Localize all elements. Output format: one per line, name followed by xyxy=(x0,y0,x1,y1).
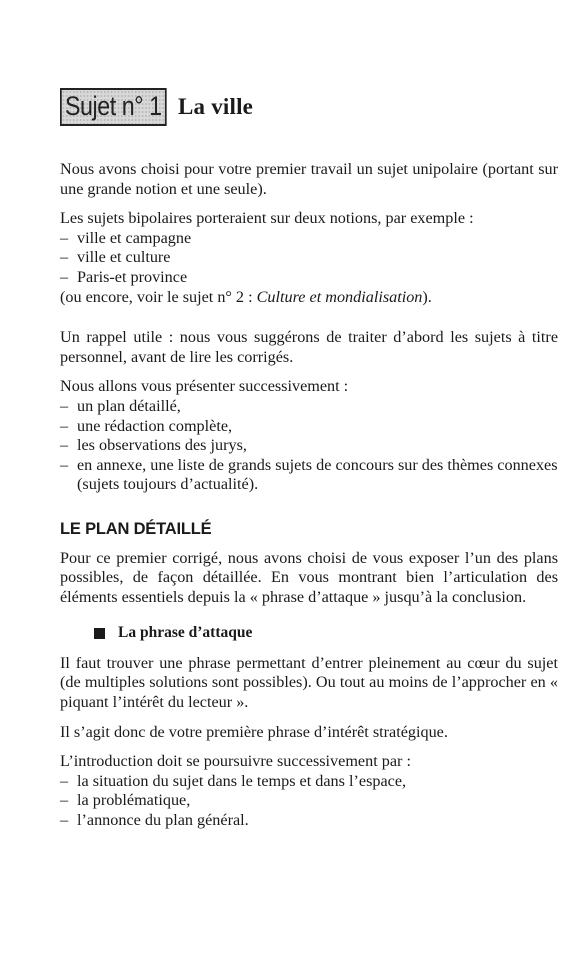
list-item: – la problématique, xyxy=(60,791,558,811)
bipolar-closing xyxy=(60,288,558,308)
introduction-lead: L’introduction doit se poursuivre successivement par : xyxy=(60,752,411,771)
section-heading: LE PLAN DÉTAILLÉ xyxy=(60,519,212,538)
attack-paragraph: Il faut trouver une phrase permettant d’entrer pleinement au cœur du sujet (de multiples solutions sont possibles). Ou tout au moins de l’approcher en « piquant l’intérêt du lecteur ». xyxy=(60,653,558,712)
subheading xyxy=(60,623,558,643)
bipolar-closing-prefix: (ou encore, voir le sujet n° 2 : xyxy=(60,287,257,306)
list-item: – ville et campagne xyxy=(60,229,558,249)
list-item: – l’annonce du plan général. xyxy=(60,811,558,831)
list-item: – en annexe, une liste de grands sujets de concours sur des thèmes connexes (sujets toujours d’actualité). xyxy=(60,456,558,495)
presentation-lead: Nous allons vous présenter successivement : xyxy=(60,377,349,396)
subheading-label: La phrase d’attaque xyxy=(118,624,253,642)
strategic-paragraph: Il s’agit donc de votre première phrase d’intérêt stratégique. xyxy=(60,722,448,741)
list-item: – Paris-et province xyxy=(60,268,558,288)
chapter-title: La ville xyxy=(178,94,254,120)
document-body xyxy=(60,160,558,831)
bipolar-lead: Les sujets bipolaires porteraient sur deux notions, par exemple : xyxy=(60,209,474,228)
list-item: – un plan détaillé, xyxy=(60,397,558,417)
list-item: – une rédaction complète, xyxy=(60,417,558,437)
bipolar-closing-italic: Culture et mondialisation xyxy=(256,287,423,306)
square-bullet-icon xyxy=(94,628,105,639)
list-item: – les observations des jurys, xyxy=(60,436,558,456)
sujet-number-label: Sujet n° 1 xyxy=(64,91,162,122)
presentation-list xyxy=(60,397,558,495)
reminder-paragraph: Un rappel utile : nous vous suggérons de traiter d’abord les sujets à titre personnel, avant de lire les corrigés. xyxy=(60,328,558,366)
sujet-number-box xyxy=(60,88,167,126)
list-item: – ville et culture xyxy=(60,248,558,268)
bipolar-closing-suffix: ). xyxy=(422,287,432,306)
chapter-header xyxy=(60,88,253,126)
bipolar-list xyxy=(60,229,558,288)
intro-paragraph: Nous avons choisi pour votre premier travail un sujet unipolaire (portant sur une grande notion et une seule). xyxy=(60,160,558,198)
list-item: – la situation du sujet dans le temps et dans l’espace, xyxy=(60,772,558,792)
section-paragraph: Pour ce premier corrigé, nous avons choisi de vous exposer l’un des plans possibles, de façon détaillée. En vous montrant bien l’articulation des éléments essentiels depuis la « phrase d’attaque » jusqu’à la conclusion. xyxy=(60,548,558,606)
introduction-list xyxy=(60,772,558,831)
